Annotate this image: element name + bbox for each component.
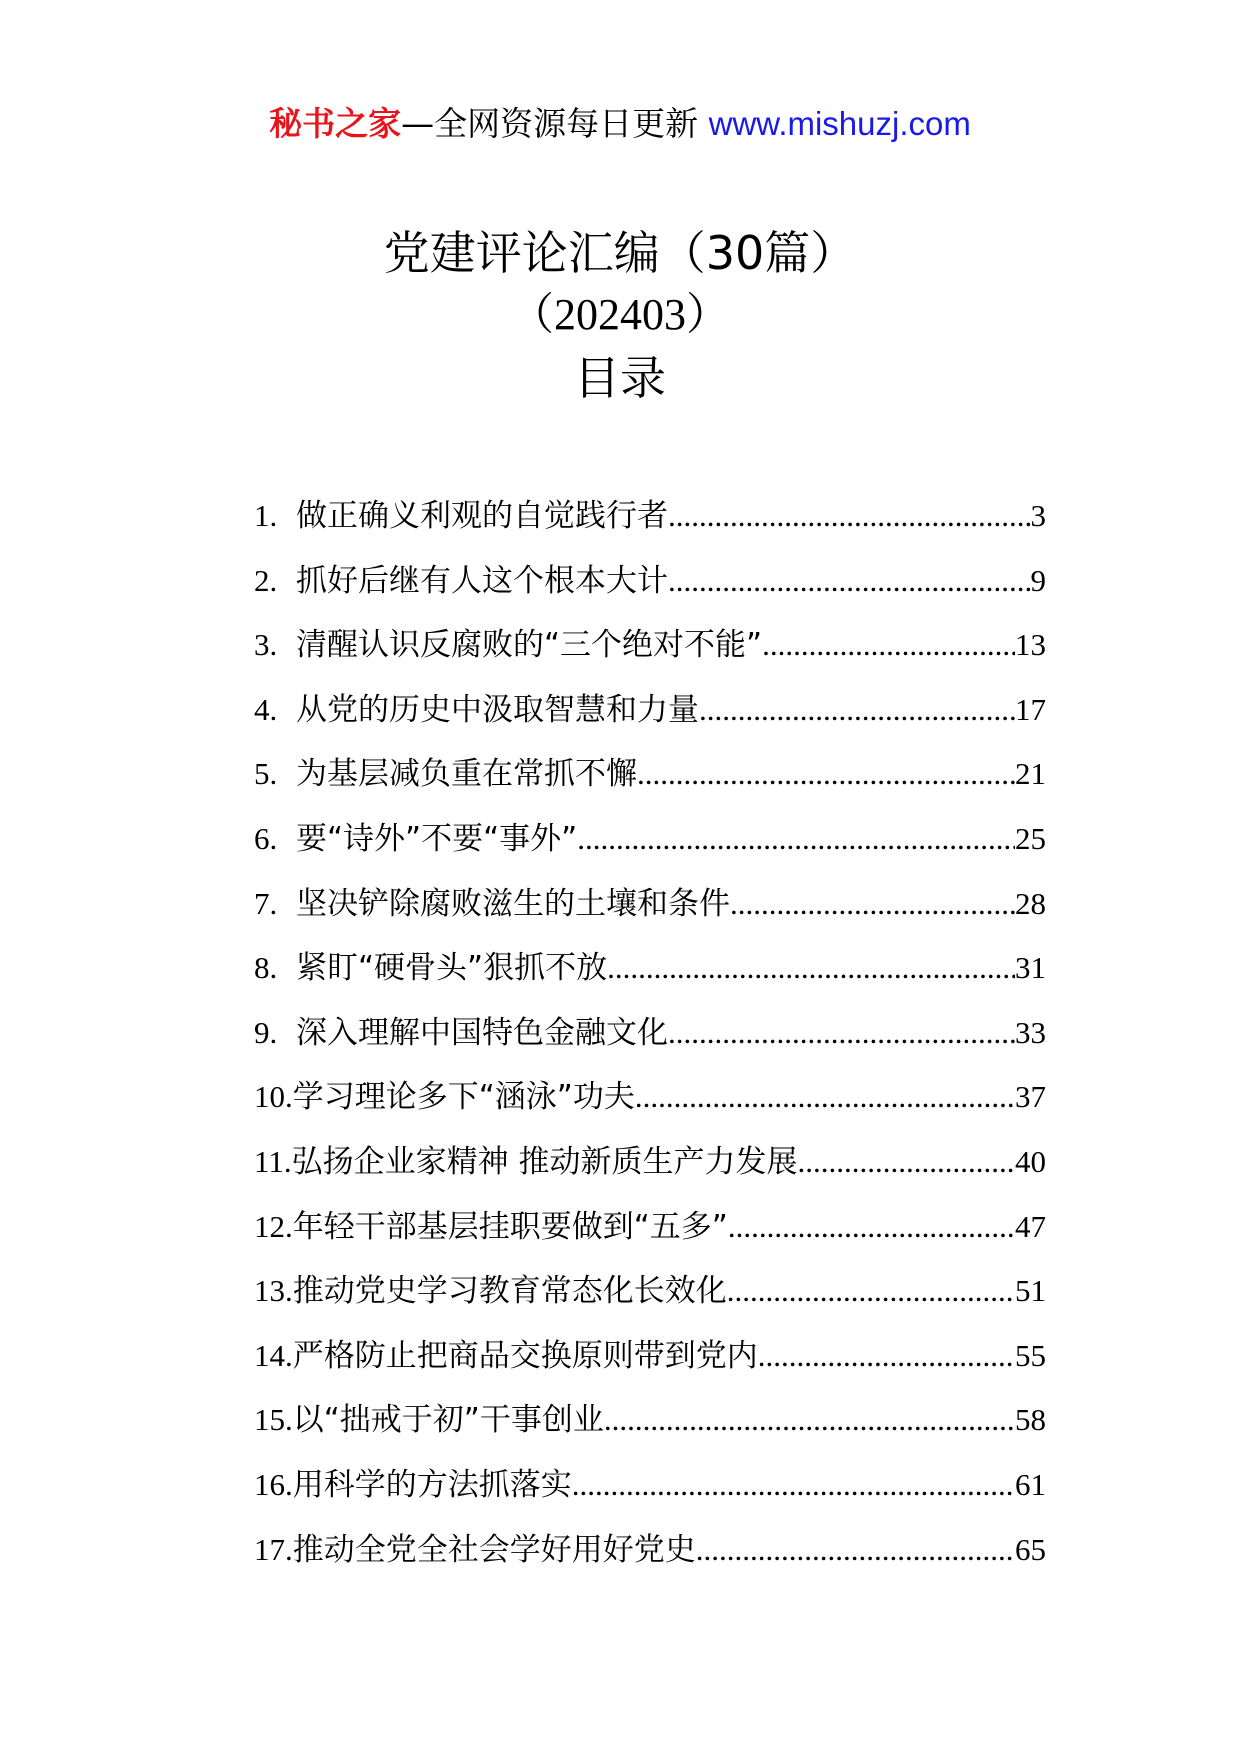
toc-entry[interactable] <box>254 872 1046 937</box>
toc-entry-number: 2. <box>254 562 278 598</box>
toc-entry-number: 8. <box>254 950 278 986</box>
toc-entry-number: 1. <box>254 498 278 533</box>
toc-entry-number: 10. <box>254 1079 293 1115</box>
toc-entry-number: 4. <box>254 691 278 727</box>
toc-entry-title: 以“拙戒于初”干事创业 <box>292 1402 604 1439</box>
toc-dot-leader <box>604 1388 1015 1453</box>
toc-entry-page: 40 <box>1015 1143 1046 1179</box>
toc-dot-leader <box>637 742 1015 807</box>
toc-entry-page: 47 <box>1015 1208 1046 1244</box>
toc-dot-leader <box>572 1453 1015 1518</box>
toc-entry[interactable] <box>254 807 1046 872</box>
toc-entry-number: 9. <box>254 1014 278 1050</box>
toc-entry-title: 深入理解中国特色金融文化 <box>296 1014 668 1051</box>
toc-dot-leader <box>727 1259 1015 1324</box>
toc-entry-page: 21 <box>1015 756 1046 792</box>
toc-dot-leader <box>668 549 1031 614</box>
toc-entry-number: 7. <box>254 885 278 921</box>
toc-entry-title: 从党的历史中汲取智慧和力量 <box>296 691 699 728</box>
toc-entry[interactable] <box>254 1130 1046 1195</box>
toc-entry-title: 用科学的方法抓落实 <box>292 1466 572 1503</box>
toc-entry-page: 9 <box>1030 562 1046 598</box>
toc-entry[interactable] <box>254 549 1046 614</box>
table-of-contents <box>254 484 1046 1582</box>
toc-entry-page: 58 <box>1015 1402 1046 1438</box>
toc-entry-page: 17 <box>1015 691 1046 727</box>
toc-entry-title: 严格防止把商品交换原则带到党内 <box>292 1337 758 1374</box>
toc-dot-leader <box>696 1518 1015 1583</box>
toc-entry-page: 25 <box>1015 820 1046 856</box>
toc-entry-number: 3. <box>254 627 278 663</box>
toc-entry[interactable] <box>254 742 1046 807</box>
site-url-link[interactable]: www.mishuzj.com <box>708 105 971 142</box>
toc-entry[interactable] <box>254 1001 1046 1066</box>
toc-entry-title: 要“诗外”不要“事外” <box>296 820 578 857</box>
toc-entry-page: 3 <box>1030 498 1046 533</box>
toc-entry-title: 年轻干部基层挂职要做到“五多” <box>292 1208 728 1245</box>
brand-name: 秘书之家 <box>269 104 402 143</box>
toc-entry-number: 16. <box>254 1466 293 1502</box>
toc-entry-number: 11. <box>254 1143 292 1179</box>
toc-dot-leader <box>797 1130 1015 1195</box>
toc-dot-leader <box>728 1195 1015 1260</box>
toc-entry-title: 推动全党全社会学好用好党史 <box>292 1531 696 1568</box>
toc-entry[interactable] <box>254 1065 1046 1130</box>
toc-entry-number: 12. <box>254 1208 293 1244</box>
toc-entry[interactable] <box>254 484 1046 549</box>
toc-entry-page: 55 <box>1015 1337 1046 1373</box>
toc-entry[interactable] <box>254 1324 1046 1389</box>
toc-entry[interactable] <box>254 678 1046 743</box>
toc-entry-number: 6. <box>254 820 278 856</box>
toc-entry-title: 清醒认识反腐败的“三个绝对不能” <box>296 627 763 664</box>
toc-entry-number: 13. <box>254 1273 293 1309</box>
toc-entry-title: 紧盯“硬骨头”狠抓不放 <box>296 950 608 987</box>
toc-entry[interactable] <box>254 1453 1046 1518</box>
toc-entry-title: 做正确义利观的自觉践行者 <box>296 498 668 534</box>
title-block <box>0 222 1240 410</box>
document-title: 党建评论汇编（30篇） <box>383 226 857 280</box>
toc-entry[interactable] <box>254 1195 1046 1260</box>
toc-dot-leader <box>577 807 1015 872</box>
toc-entry-title: 学习理论多下“涵泳”功夫 <box>292 1079 635 1116</box>
toc-dot-leader <box>762 613 1015 678</box>
toc-entry-page: 51 <box>1015 1273 1046 1309</box>
toc-entry-title: 推动党史学习教育常态化长效化 <box>292 1273 727 1310</box>
toc-dot-leader <box>668 484 1031 549</box>
toc-heading: 目录 <box>574 351 666 405</box>
toc-dot-leader <box>730 872 1015 937</box>
toc-entry-title: 坚决铲除腐败滋生的土壤和条件 <box>296 885 730 922</box>
toc-entry-title: 抓好后继有人这个根本大计 <box>296 562 668 599</box>
toc-entry-page: 33 <box>1015 1014 1046 1050</box>
toc-dot-leader <box>635 1065 1015 1130</box>
toc-entry[interactable] <box>254 1259 1046 1324</box>
toc-dot-leader <box>699 678 1015 743</box>
toc-entry[interactable] <box>254 613 1046 678</box>
toc-entry-page: 31 <box>1015 950 1046 986</box>
toc-entry-page: 28 <box>1015 885 1046 921</box>
toc-entry-page: 61 <box>1015 1466 1046 1502</box>
toc-entry-number: 17. <box>254 1531 293 1567</box>
toc-entry[interactable] <box>254 1518 1046 1583</box>
document-subtitle: （202403） <box>510 290 730 339</box>
toc-entry[interactable] <box>254 936 1046 1001</box>
toc-dot-leader <box>607 936 1015 1001</box>
toc-entry-title: 为基层减负重在常抓不懈 <box>296 756 637 793</box>
toc-entry[interactable] <box>254 1388 1046 1453</box>
toc-entry-page: 37 <box>1015 1079 1046 1115</box>
toc-entry-title: 弘扬企业家精神 推动新质生产力发展 <box>291 1143 798 1180</box>
site-header <box>0 100 1240 148</box>
toc-entry-number: 5. <box>254 756 278 792</box>
toc-entry-number: 14. <box>254 1337 293 1373</box>
toc-entry-page: 13 <box>1015 627 1046 663</box>
header-slogan: —全网资源每日更新 <box>401 104 709 143</box>
toc-entry-page: 65 <box>1015 1531 1046 1567</box>
toc-entry-number: 15. <box>254 1402 293 1438</box>
toc-dot-leader <box>668 1001 1015 1066</box>
toc-dot-leader <box>758 1324 1015 1389</box>
